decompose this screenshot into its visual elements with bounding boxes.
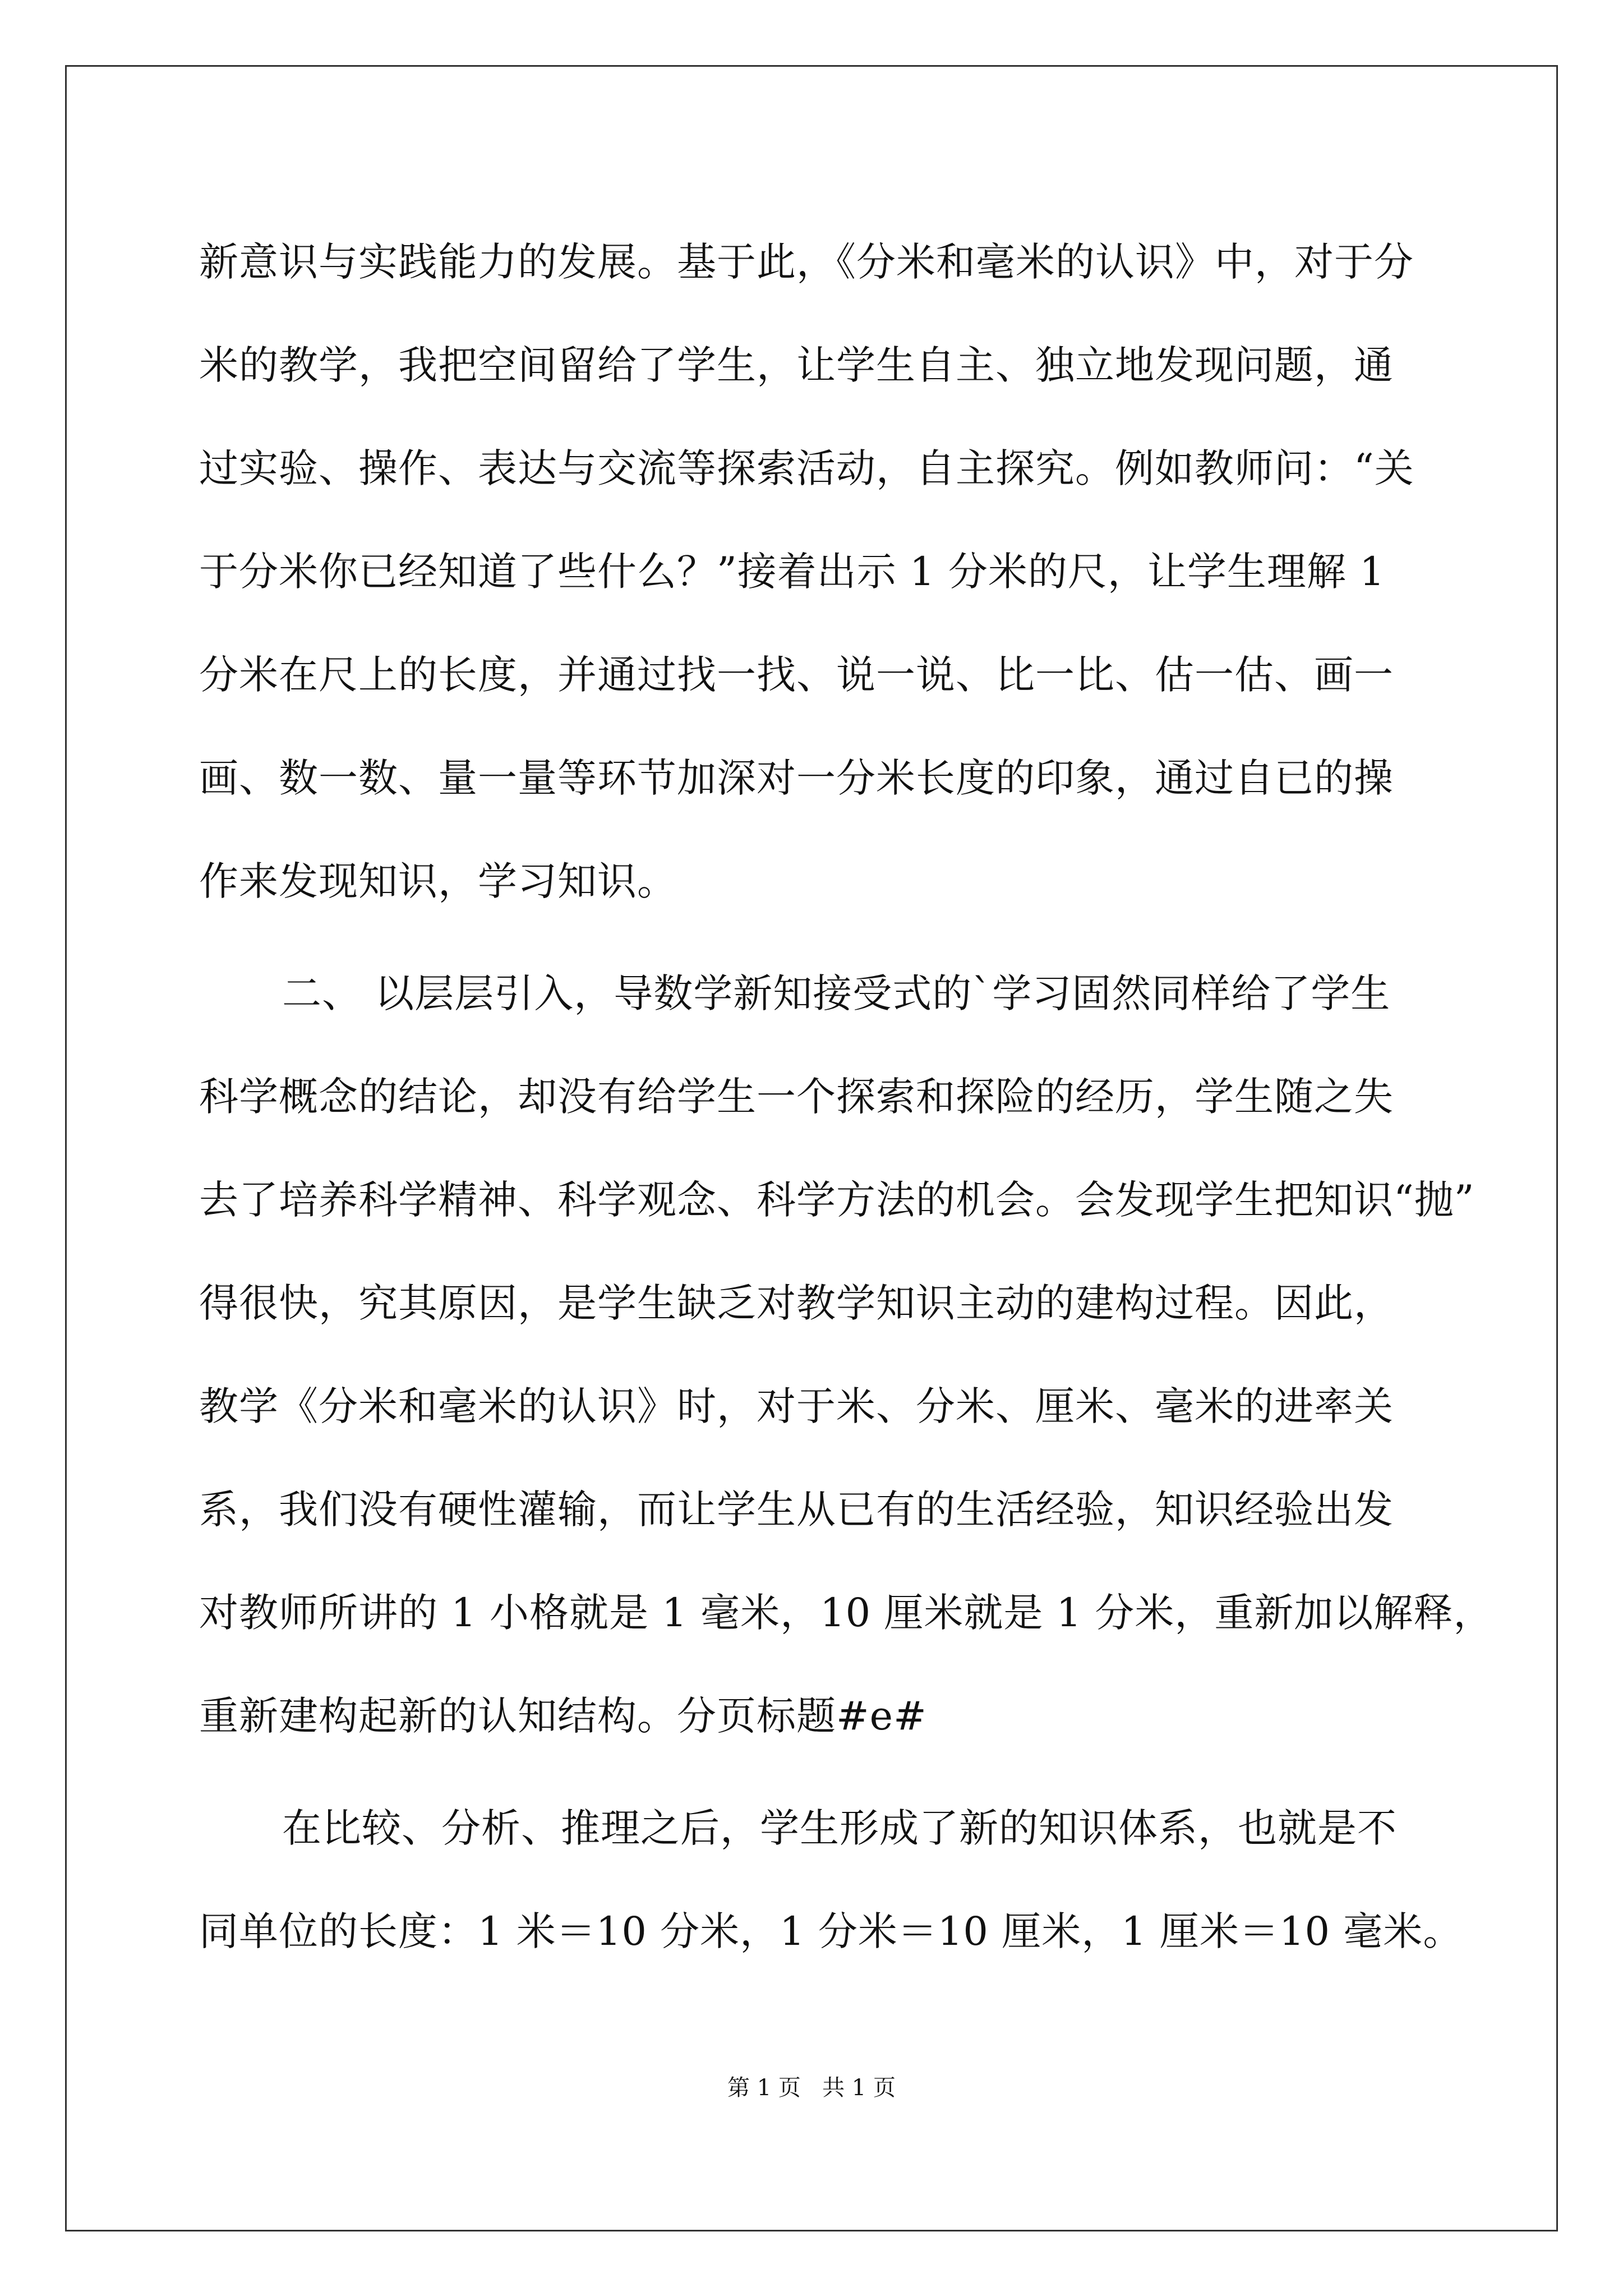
paragraph-2-line-2: 科学概念的结论，却没有给学生一个探索和探险的经历，学生随之失: [199, 1074, 1394, 1120]
paragraph-1-line-6: 画、数一数、量一量等环节加深对一分米长度的印象，通过自已的操: [199, 755, 1394, 801]
paragraph-2-line-6: 系，我们没有硬性灌输，而让学生从已有的生活经验，知识经验出发: [199, 1487, 1394, 1533]
paragraph-2-line-5: 教学《分米和毫米的认识》时，对于米、分米、厘米、毫米的进率关: [199, 1383, 1394, 1429]
paragraph-1-line-5: 分米在尺上的长度，并通过找一找、说一说、比一比、估一估、画一: [199, 652, 1394, 698]
paragraph-2-line-8: 重新建构起新的认知结构。分页标题#e#: [199, 1693, 927, 1739]
paragraph-2-line-1: 二、 以层层引入，导数学新知接受式的`学习固然同样给了学生: [282, 970, 1391, 1016]
paragraph-1-line-1: 新意识与实践能力的发展。基于此，《分米和毫米的认识》中，对于分: [199, 239, 1414, 285]
paragraph-2-line-3: 去了培养科学精神、科学观念、科学方法的机会。会发现学生把知识“抛”: [199, 1177, 1475, 1223]
paragraph-3-line-1: 在比较、分析、推理之后，学生形成了新的知识体系，也就是不: [282, 1805, 1397, 1851]
paragraph-3-line-2: 同单位的长度：1 米＝10 分米，1 分米＝10 厘米，1 厘米＝10 毫米。: [199, 1908, 1463, 1954]
document-body: [199, 210, 1493, 1983]
paragraph-2-line-4: 得很快，究其原因，是学生缺乏对教学知识主动的建构过程。因此，: [199, 1280, 1394, 1326]
paragraph-2-line-7: 对教师所讲的 1 小格就是 1 毫米，10 厘米就是 1 分米，重新加以解释，: [199, 1590, 1493, 1636]
paragraph-1-line-4: 于分米你已经知道了些什么？”接着出示 1 分米的尺，让学生理解 1: [199, 549, 1385, 595]
paragraph-1-line-7: 作来发现知识，学习知识。: [199, 858, 677, 904]
paragraph-1-line-3: 过实验、操作、表达与交流等探索活动，自主探究。例如教师问：“关: [199, 445, 1414, 491]
page-number-footer: 第 1 页 共 1 页: [727, 2075, 896, 2101]
paragraph-1-line-2: 米的教学，我把空间留给了学生，让学生自主、独立地发现问题，通: [199, 342, 1394, 388]
